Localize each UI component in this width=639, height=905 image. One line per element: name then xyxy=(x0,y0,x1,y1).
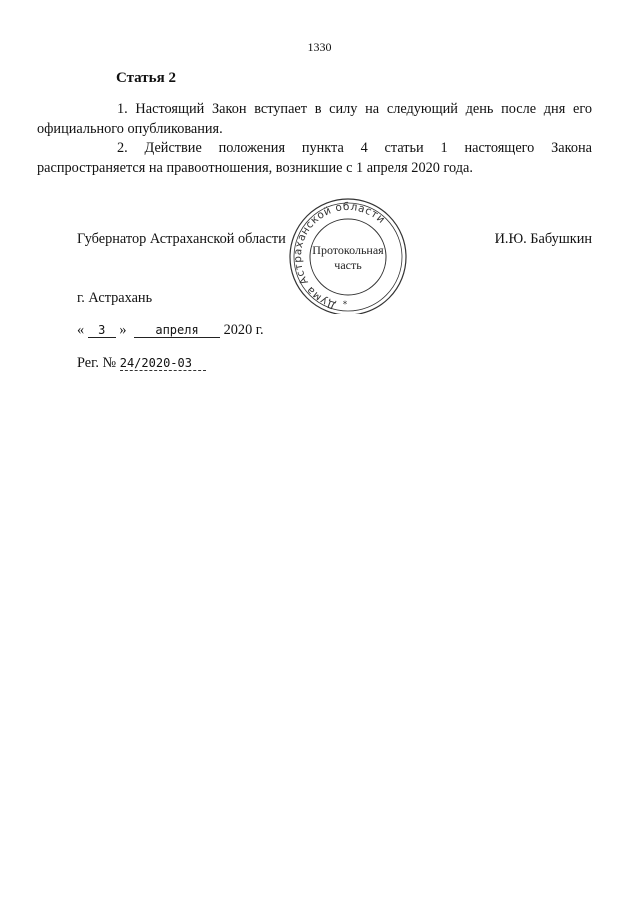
seal-inner-line-1: Протокольная xyxy=(312,243,384,257)
date-day: 3 xyxy=(88,323,116,338)
paragraph-2-line-1: 2. Действие положения пункта 4 статьи 1 настоящего Закона xyxy=(117,140,592,156)
signatory-name: И.Ю. Бабушкин xyxy=(494,231,592,247)
paragraph-1-line-2: официального опубликования. xyxy=(37,120,223,137)
paragraph-1 xyxy=(37,100,592,139)
paragraph-2-line-2: распространяется на правоотношения, возникшие с 1 апреля 2020 года. xyxy=(37,159,473,176)
date-open-quote: « xyxy=(77,322,85,338)
seal-star: * xyxy=(342,300,348,310)
paragraph-1-line-1: 1. Настоящий Закон вступает в силу на следующий день после дня его xyxy=(117,101,592,117)
date-close-quote: » xyxy=(119,322,127,338)
seal-inner-line-2: часть xyxy=(334,258,362,272)
date-month: апреля xyxy=(134,323,220,338)
official-seal xyxy=(285,196,411,314)
registration-number: 24/2020-03 xyxy=(120,356,206,371)
article-heading: Статья 2 xyxy=(116,70,176,86)
city: г. Астрахань xyxy=(77,290,153,306)
page-number: 1330 xyxy=(307,40,332,54)
date-year: 2020 г. xyxy=(223,322,264,338)
seal-outer-text: Дума Астраханской области xyxy=(291,200,388,312)
date-line xyxy=(77,322,264,339)
paragraph-2 xyxy=(37,139,592,178)
registration-line xyxy=(77,355,206,372)
registration-label: Рег. № xyxy=(77,355,117,371)
signatory-title: Губернатор Астраханской области xyxy=(77,231,286,247)
